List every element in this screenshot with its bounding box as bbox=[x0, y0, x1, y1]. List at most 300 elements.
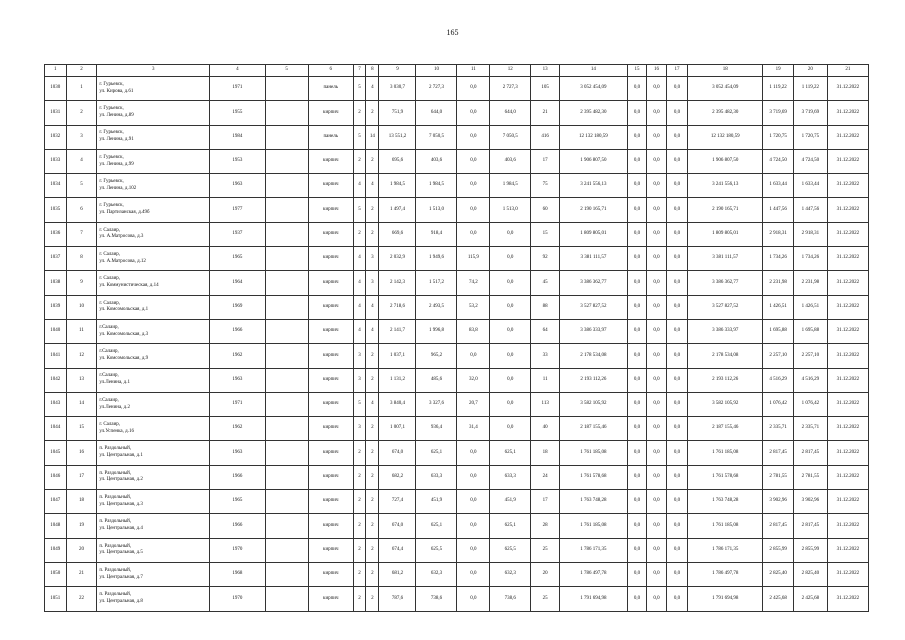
table-cell: 2 817,45 bbox=[763, 441, 794, 465]
address-line: г.Салаир, bbox=[99, 397, 119, 403]
table-cell: 2 781,55 bbox=[793, 465, 827, 489]
table-cell: 5 bbox=[353, 198, 365, 222]
table-cell: 1 984,5 bbox=[490, 174, 531, 198]
table-cell: 31.12.2022 bbox=[827, 587, 868, 611]
table-cell: 0,0 bbox=[457, 562, 490, 586]
table-cell: 0,0 bbox=[490, 295, 531, 319]
address-line: г. Гурьевск, bbox=[99, 130, 124, 136]
table-cell: 625,1 bbox=[490, 514, 531, 538]
table-cell: панель bbox=[308, 77, 353, 101]
table-cell: 3 527 827,52 bbox=[560, 295, 628, 319]
table-cell: 3 386 333,97 bbox=[688, 319, 763, 343]
table-cell: 4 516,29 bbox=[763, 368, 794, 392]
table-cell: 0,0 bbox=[627, 271, 646, 295]
table-cell bbox=[265, 198, 308, 222]
table-cell: 4 bbox=[366, 295, 379, 319]
table-cell: 1 761 185,08 bbox=[688, 514, 763, 538]
table-cell: 14 bbox=[66, 392, 97, 416]
table-cell: 1 720,75 bbox=[763, 125, 794, 149]
table-cell: 2 817,45 bbox=[793, 441, 827, 465]
table-cell: 1 763 748,28 bbox=[560, 490, 628, 514]
table-cell: 1051 bbox=[45, 587, 67, 611]
table-cell: 0,0 bbox=[457, 222, 490, 246]
table-cell: 0,0 bbox=[647, 198, 666, 222]
table-cell: 1 076,42 bbox=[763, 392, 794, 416]
table-cell: 4 bbox=[366, 77, 379, 101]
table-row bbox=[45, 465, 869, 489]
table-cell: 20 bbox=[66, 538, 97, 562]
table-cell: 1 bbox=[66, 77, 97, 101]
address-line: г.Салаир, bbox=[99, 324, 119, 330]
table-cell: 2 425,68 bbox=[763, 587, 794, 611]
table-cell: 1963 bbox=[210, 368, 265, 392]
table-cell: 1963 bbox=[210, 174, 265, 198]
table-cell: 632,3 bbox=[490, 562, 531, 586]
table-cell: 1030 bbox=[45, 77, 67, 101]
table-cell: 1 426,51 bbox=[763, 295, 794, 319]
table-cell: 3 902,96 bbox=[763, 490, 794, 514]
table-cell: 0,0 bbox=[627, 368, 646, 392]
table-cell: 0,0 bbox=[627, 77, 646, 101]
table-row bbox=[45, 222, 869, 246]
address-cell bbox=[97, 514, 210, 538]
table-cell: 2 bbox=[353, 149, 365, 173]
table-cell: 5 bbox=[353, 125, 365, 149]
table-cell: кирпич bbox=[308, 441, 353, 465]
table-cell: 21 bbox=[66, 562, 97, 586]
column-number: 17 bbox=[666, 65, 688, 77]
table-cell: кирпич bbox=[308, 247, 353, 271]
table-cell: 31.12.2022 bbox=[827, 271, 868, 295]
address-line: п. Раздольный, bbox=[99, 567, 132, 573]
table-cell: 0,0 bbox=[457, 441, 490, 465]
table-cell: 2 142,3 bbox=[379, 271, 416, 295]
page-number: 165 bbox=[446, 28, 459, 37]
table-cell: 1045 bbox=[45, 441, 67, 465]
table-cell: 4 bbox=[353, 174, 365, 198]
table-row bbox=[45, 417, 869, 441]
table-cell: кирпич bbox=[308, 587, 353, 611]
table-cell: 2 bbox=[353, 514, 365, 538]
table-cell: 24 bbox=[531, 465, 560, 489]
table-cell: 19 bbox=[66, 514, 97, 538]
table-cell: 1 809 805,01 bbox=[560, 222, 628, 246]
address-line: ул. Партизанская, д.49б bbox=[99, 210, 150, 216]
table-cell: 0,0 bbox=[457, 538, 490, 562]
table-cell: 0,0 bbox=[647, 174, 666, 198]
table-cell: 2 187 155,46 bbox=[688, 417, 763, 441]
table-cell: 936,4 bbox=[416, 417, 457, 441]
table-cell: 113 bbox=[531, 392, 560, 416]
table-cell: 1 513,0 bbox=[490, 198, 531, 222]
table-cell: 633,3 bbox=[490, 465, 531, 489]
table-cell: 0,0 bbox=[647, 538, 666, 562]
table-cell: кирпич bbox=[308, 198, 353, 222]
table-cell: 7 050,5 bbox=[416, 125, 457, 149]
table-row bbox=[45, 514, 869, 538]
table-cell: 1040 bbox=[45, 319, 67, 343]
table-cell: 0,0 bbox=[457, 465, 490, 489]
table-cell: 632,3 bbox=[416, 562, 457, 586]
table-cell: 0,0 bbox=[647, 271, 666, 295]
address-line: г. Салаир, bbox=[99, 251, 121, 257]
table-cell: 2 231,98 bbox=[793, 271, 827, 295]
table-cell: 2 bbox=[366, 198, 379, 222]
table-cell: 4 bbox=[353, 295, 365, 319]
table-cell: 1984 bbox=[210, 125, 265, 149]
table-cell: 40 bbox=[531, 417, 560, 441]
table-cell: 0,0 bbox=[666, 101, 688, 125]
address-line: г.Салаир, bbox=[99, 349, 119, 355]
table-cell: 2 335,71 bbox=[763, 417, 794, 441]
table-cell bbox=[265, 514, 308, 538]
table-cell: 6 bbox=[66, 198, 97, 222]
table-cell bbox=[265, 417, 308, 441]
table-cell: 12 132 180,59 bbox=[688, 125, 763, 149]
table-cell: 2 817,45 bbox=[793, 514, 827, 538]
table-cell: 7 050,5 bbox=[490, 125, 531, 149]
table-cell: 2 bbox=[366, 514, 379, 538]
table-cell: 1 734,26 bbox=[793, 247, 827, 271]
table-cell: 0,0 bbox=[666, 441, 688, 465]
table-cell: 0,0 bbox=[666, 465, 688, 489]
table-cell: 2 335,71 bbox=[793, 417, 827, 441]
address-cell bbox=[97, 174, 210, 198]
table-cell: 751,9 bbox=[379, 101, 416, 125]
table-cell: 1 497,4 bbox=[379, 198, 416, 222]
table-cell: 0,0 bbox=[647, 562, 666, 586]
table-cell: 2 190 165,71 bbox=[688, 198, 763, 222]
table-cell: 1 447,56 bbox=[763, 198, 794, 222]
address-line: г. Салаир, bbox=[99, 300, 121, 306]
table-cell: 1035 bbox=[45, 198, 67, 222]
table-cell: 3 bbox=[66, 125, 97, 149]
table-cell: 674,0 bbox=[379, 514, 416, 538]
table-cell: 0,0 bbox=[490, 392, 531, 416]
table-cell: 0,0 bbox=[666, 368, 688, 392]
address-line: ул.Успенка, д.16 bbox=[99, 428, 134, 434]
table-cell: 0,0 bbox=[457, 490, 490, 514]
table-cell: кирпич bbox=[308, 149, 353, 173]
table-cell: 0,0 bbox=[647, 392, 666, 416]
table-cell: 3 719,69 bbox=[793, 101, 827, 125]
table-cell: 1 761 185,08 bbox=[560, 441, 628, 465]
table-cell: 787,6 bbox=[379, 587, 416, 611]
table-cell: 451,9 bbox=[416, 490, 457, 514]
table-cell: кирпич bbox=[308, 271, 353, 295]
column-number: 10 bbox=[416, 65, 457, 77]
table-cell: 4 bbox=[366, 319, 379, 343]
table-cell: 0,0 bbox=[647, 319, 666, 343]
table-cell: 625,1 bbox=[416, 514, 457, 538]
table-row bbox=[45, 562, 869, 586]
address-line: г. Гурьевск, bbox=[99, 179, 124, 185]
table-cell: 1050 bbox=[45, 562, 67, 586]
table-cell: 2 257,10 bbox=[793, 344, 827, 368]
table-cell: 0,0 bbox=[490, 319, 531, 343]
column-number: 8 bbox=[366, 65, 379, 77]
table-cell: 1964 bbox=[210, 271, 265, 295]
table-cell: 0,0 bbox=[627, 295, 646, 319]
table-cell: 1 761 578,68 bbox=[560, 465, 628, 489]
table-cell: кирпич bbox=[308, 368, 353, 392]
table-row bbox=[45, 125, 869, 149]
table-cell: 738,6 bbox=[490, 587, 531, 611]
address-line: п. Раздольный, bbox=[99, 543, 132, 549]
column-number: 21 bbox=[827, 65, 868, 77]
table-cell: 31.12.2022 bbox=[827, 198, 868, 222]
table-cell: 2 bbox=[366, 465, 379, 489]
table-cell: 1048 bbox=[45, 514, 67, 538]
column-number: 2 bbox=[66, 65, 97, 77]
table-cell: 0,0 bbox=[457, 344, 490, 368]
table-cell: 1 763 748,28 bbox=[688, 490, 763, 514]
address-line: ул. Центральная, д.1 bbox=[99, 453, 143, 459]
table-cell: 0,0 bbox=[666, 125, 688, 149]
table-cell: 64 bbox=[531, 319, 560, 343]
table-cell: 0,0 bbox=[647, 587, 666, 611]
table-cell: 2 825,40 bbox=[793, 562, 827, 586]
address-line: г. Гурьевск, bbox=[99, 154, 124, 160]
table-row bbox=[45, 271, 869, 295]
table-cell: 1 786 171,35 bbox=[688, 538, 763, 562]
table-cell bbox=[265, 587, 308, 611]
address-cell bbox=[97, 441, 210, 465]
table-cell: 0,0 bbox=[666, 247, 688, 271]
table-cell: кирпич bbox=[308, 562, 353, 586]
table-cell: 2 bbox=[366, 562, 379, 586]
column-number: 4 bbox=[210, 65, 265, 77]
table-cell: 1970 bbox=[210, 538, 265, 562]
address-line: ул. Центральная, д.4 bbox=[99, 525, 143, 531]
table-row bbox=[45, 247, 869, 271]
table-cell: 4 bbox=[366, 392, 379, 416]
address-line: г. Салаир, bbox=[99, 276, 121, 282]
table-cell: 1971 bbox=[210, 392, 265, 416]
address-line: п. Раздольный, bbox=[99, 446, 132, 452]
column-number: 19 bbox=[763, 65, 794, 77]
table-cell: кирпич bbox=[308, 344, 353, 368]
table-cell: 2 918,31 bbox=[763, 222, 794, 246]
table-cell: 18 bbox=[66, 490, 97, 514]
table-cell: 2 bbox=[366, 101, 379, 125]
table-cell: 644,0 bbox=[416, 101, 457, 125]
table-cell: 625,5 bbox=[490, 538, 531, 562]
table-cell: 1 734,26 bbox=[763, 247, 794, 271]
address-cell bbox=[97, 538, 210, 562]
table-cell: 31.12.2022 bbox=[827, 77, 868, 101]
table-cell: 0,0 bbox=[666, 222, 688, 246]
address-cell bbox=[97, 465, 210, 489]
table-cell: 1 906 807,50 bbox=[688, 149, 763, 173]
table-cell: 0,0 bbox=[457, 174, 490, 198]
table-cell: 0,0 bbox=[627, 198, 646, 222]
table-cell: 3 241 556,13 bbox=[560, 174, 628, 198]
column-number: 12 bbox=[490, 65, 531, 77]
address-cell bbox=[97, 490, 210, 514]
address-cell bbox=[97, 344, 210, 368]
table-cell: 31.12.2022 bbox=[827, 295, 868, 319]
table-cell: 0,0 bbox=[666, 149, 688, 173]
table-cell: 1 761 185,08 bbox=[688, 441, 763, 465]
address-line: ул. Ленина, д.99 bbox=[99, 161, 134, 167]
address-cell bbox=[97, 587, 210, 611]
table-row bbox=[45, 149, 869, 173]
table-cell: 644,0 bbox=[490, 101, 531, 125]
table-cell: 4 bbox=[353, 319, 365, 343]
table-cell: 31.12.2022 bbox=[827, 514, 868, 538]
table-cell: 0,0 bbox=[627, 174, 646, 198]
table-cell: 0,0 bbox=[647, 490, 666, 514]
table-cell: 1033 bbox=[45, 149, 67, 173]
table-cell: 0,0 bbox=[647, 222, 666, 246]
table-cell: 0,0 bbox=[666, 587, 688, 611]
address-line: г.Салаир, bbox=[99, 373, 119, 379]
table-cell: 0,0 bbox=[666, 174, 688, 198]
table-cell: 1977 bbox=[210, 198, 265, 222]
table-cell: 0,0 bbox=[647, 514, 666, 538]
table-cell: 0,0 bbox=[627, 538, 646, 562]
table-row bbox=[45, 101, 869, 125]
table-cell: 0,0 bbox=[627, 319, 646, 343]
table-cell bbox=[265, 344, 308, 368]
table-cell: 1043 bbox=[45, 392, 67, 416]
table-cell: 2 bbox=[366, 490, 379, 514]
address-cell bbox=[97, 319, 210, 343]
table-cell: 1 513,0 bbox=[416, 198, 457, 222]
table-cell: 115,9 bbox=[457, 247, 490, 271]
table-cell: 13 bbox=[66, 368, 97, 392]
table-cell: 1 720,75 bbox=[793, 125, 827, 149]
table-cell: 3 386 362,77 bbox=[688, 271, 763, 295]
table-cell: 22 bbox=[66, 587, 97, 611]
table-cell: 2 855,99 bbox=[793, 538, 827, 562]
table-cell: 75 bbox=[531, 174, 560, 198]
table-cell: 3 381 111,57 bbox=[560, 247, 628, 271]
table-cell: 1049 bbox=[45, 538, 67, 562]
table-cell: 1 119,22 bbox=[793, 77, 827, 101]
table-cell: 60 bbox=[531, 198, 560, 222]
table-cell: 0,0 bbox=[647, 149, 666, 173]
table-cell: 0,0 bbox=[490, 368, 531, 392]
table-cell: 3 381 111,57 bbox=[688, 247, 763, 271]
table-cell: 1971 bbox=[210, 77, 265, 101]
table-cell: 1 984,5 bbox=[379, 174, 416, 198]
table-cell: 1969 bbox=[210, 295, 265, 319]
table-cell: 1031 bbox=[45, 101, 67, 125]
address-line: ул. Коммунистическая, д.14 bbox=[99, 283, 159, 289]
table-cell: 3 052 454,09 bbox=[560, 77, 628, 101]
table-cell: 2 817,45 bbox=[763, 514, 794, 538]
table-cell: 11 bbox=[531, 368, 560, 392]
column-number: 15 bbox=[627, 65, 646, 77]
table-cell: 0,0 bbox=[457, 514, 490, 538]
table-cell: 0,0 bbox=[627, 587, 646, 611]
table-cell: 21 bbox=[531, 101, 560, 125]
table-cell: кирпич bbox=[308, 174, 353, 198]
table-cell: 3 052 454,09 bbox=[688, 77, 763, 101]
table-cell: 20 bbox=[531, 562, 560, 586]
table-cell bbox=[265, 295, 308, 319]
table-cell: 1 007,1 bbox=[379, 417, 416, 441]
table-cell: 0,0 bbox=[627, 465, 646, 489]
table-cell: 669,6 bbox=[379, 222, 416, 246]
table-cell: кирпич bbox=[308, 295, 353, 319]
table-cell: 7 bbox=[66, 222, 97, 246]
table-cell: 9 bbox=[66, 271, 97, 295]
table-cell: 3 bbox=[353, 344, 365, 368]
table-cell: 17 bbox=[531, 149, 560, 173]
table-cell: 1 695,88 bbox=[793, 319, 827, 343]
table-cell: 3 bbox=[353, 368, 365, 392]
column-number: 11 bbox=[457, 65, 490, 77]
table-cell: 0,0 bbox=[666, 562, 688, 586]
table-cell: 3 582 105,92 bbox=[560, 392, 628, 416]
table-cell: 0,0 bbox=[627, 392, 646, 416]
address-line: ул. Ленина, д.91 bbox=[99, 137, 134, 143]
address-cell bbox=[97, 247, 210, 271]
table-cell: 31.12.2022 bbox=[827, 368, 868, 392]
table-cell: 0,0 bbox=[666, 295, 688, 319]
table-cell: 625,1 bbox=[416, 441, 457, 465]
table-cell: 1032 bbox=[45, 125, 67, 149]
table-cell: 2 193 112,26 bbox=[688, 368, 763, 392]
table-cell: 3 386 362,77 bbox=[560, 271, 628, 295]
address-line: г. Салаир, bbox=[99, 227, 121, 233]
table-cell: 2 178 534,08 bbox=[688, 344, 763, 368]
table-cell: 31.12.2022 bbox=[827, 174, 868, 198]
table-cell: 1953 bbox=[210, 149, 265, 173]
table-row bbox=[45, 174, 869, 198]
table-cell: 3 030,7 bbox=[379, 77, 416, 101]
table-cell: кирпич bbox=[308, 319, 353, 343]
address-line: п. Раздольный, bbox=[99, 592, 132, 598]
table-cell: 3 bbox=[353, 417, 365, 441]
column-number: 16 bbox=[647, 65, 666, 77]
table-cell: 918,4 bbox=[416, 222, 457, 246]
column-number: 18 bbox=[688, 65, 763, 77]
table-cell: 11 bbox=[66, 319, 97, 343]
column-number: 20 bbox=[793, 65, 827, 77]
table-cell: 1 786 171,35 bbox=[560, 538, 628, 562]
address-cell bbox=[97, 271, 210, 295]
table-cell bbox=[265, 465, 308, 489]
table-cell: 1962 bbox=[210, 344, 265, 368]
table-cell: 2 bbox=[366, 344, 379, 368]
table-cell: 738,6 bbox=[416, 587, 457, 611]
table-cell: 18 bbox=[531, 441, 560, 465]
table-cell: 25 bbox=[531, 538, 560, 562]
address-cell bbox=[97, 392, 210, 416]
table-cell: 5 bbox=[66, 174, 97, 198]
table-cell: 1 131,2 bbox=[379, 368, 416, 392]
table-cell: 0,0 bbox=[490, 417, 531, 441]
table-cell: 0,0 bbox=[457, 587, 490, 611]
table-cell: 1037 bbox=[45, 247, 67, 271]
address-cell bbox=[97, 222, 210, 246]
table-cell: 0,0 bbox=[647, 344, 666, 368]
table-cell: 17 bbox=[66, 465, 97, 489]
table-cell: 0,0 bbox=[666, 490, 688, 514]
table-cell: 3 327,6 bbox=[416, 392, 457, 416]
table-cell: 1036 bbox=[45, 222, 67, 246]
table-cell: 1041 bbox=[45, 344, 67, 368]
table-row bbox=[45, 441, 869, 465]
table-cell: 31.12.2022 bbox=[827, 417, 868, 441]
table-cell: 83,8 bbox=[457, 319, 490, 343]
table-cell: 3 bbox=[366, 271, 379, 295]
table-cell: кирпич bbox=[308, 392, 353, 416]
